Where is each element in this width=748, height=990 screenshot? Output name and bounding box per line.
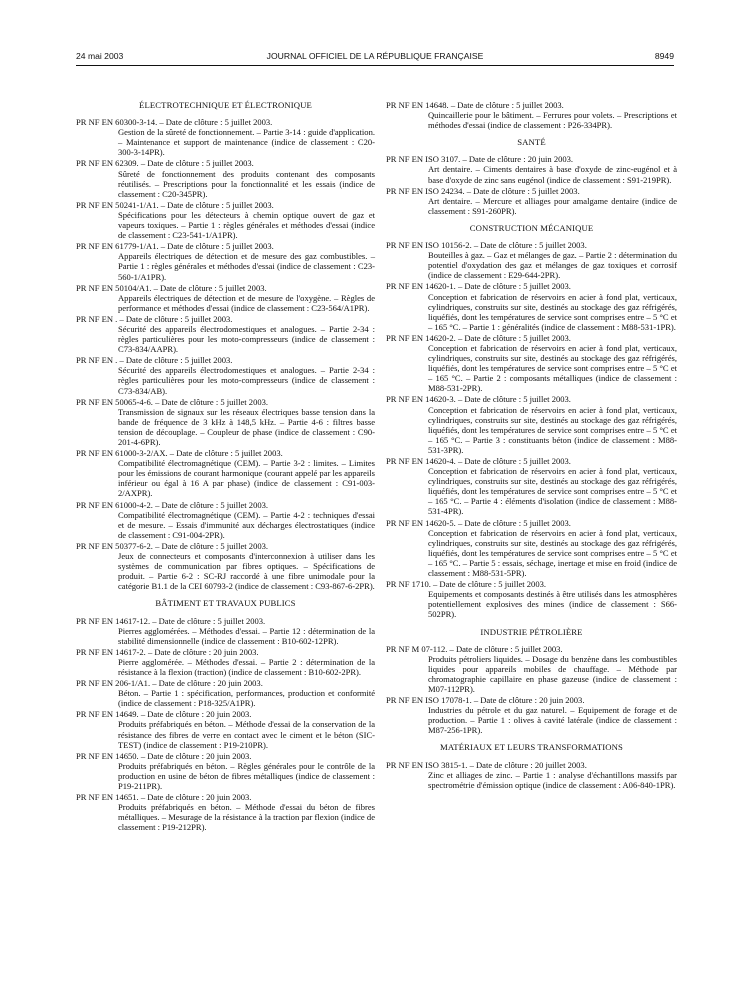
entry-description: Sécurité des appareils électrodomestiques et analogues. – Partie 2-34 : règles particulières pour les moto-compresseurs (indice de classement : C73-834/AB). bbox=[118, 365, 375, 396]
entry-description: Zinc et alliages de zinc. – Partie 1 : analyse d'échantillons massifs par spectrométrie d'émission optique (indice de classement : A06-840-1PR). bbox=[428, 769, 677, 790]
standard-entry bbox=[76, 158, 375, 198]
entry-description: Quincaillerie pour le bâtiment. – Ferrures pour volets. – Prescriptions et méthodes d'essai (indice de classement : P26-334PR). bbox=[428, 110, 677, 131]
entry-reference: PR NF EN 50377-6-2. – Date de clôture : 5 juillet 2003. bbox=[76, 540, 269, 551]
standard-entry bbox=[76, 200, 375, 240]
standard-entry bbox=[386, 760, 677, 790]
standard-entry bbox=[76, 448, 375, 498]
entry-description: Sûreté de fonctionnement des produits contenant des composants réutilisés. – Prescriptions pour la fonctionnalité et les essais (indice de classement : C20-345PR). bbox=[118, 168, 375, 199]
entry-reference: PR NF EN 14620-2. – Date de clôture : 5 juillet 2003. bbox=[386, 332, 571, 343]
standard-entry bbox=[386, 518, 677, 579]
entry-reference: PR NF EN 61779-1/A1. – Date de clôture : 5 juillet 2003. bbox=[76, 241, 274, 252]
entry-reference: PR NF EN ISO 10156-2. – Date de clôture : 5 juillet 2003. bbox=[386, 240, 587, 251]
entry-reference: PR NF EN ISO 3107. – Date de clôture : 20 juin 2003. bbox=[386, 154, 574, 165]
entry-description: Jeux de connecteurs et composants d'interconnexion à utiliser dans les systèmes de communication par fibres optiques. – Spécifications de produit. – Partie 6-2 : SC-RJ raccordé à une fibre unimodale pour la catégorie B1.1 de la CEI 60793-2 (indice de classement : C93-867-6-2PR). bbox=[118, 551, 375, 592]
entry-description: Produits préfabriqués en béton. – Méthode d'essai de la conservation de la résistance des fibres de verre en contact avec le ciment et le béton (SIC-TEST) (indice de classement : P19-210PR). bbox=[118, 719, 375, 750]
standard-entry bbox=[76, 541, 375, 591]
standard-entry bbox=[76, 283, 375, 313]
standard-entry bbox=[386, 456, 677, 517]
header-page-number: 8949 bbox=[654, 51, 674, 61]
standard-entry bbox=[76, 397, 375, 447]
entry-description: Equipements et composants destinés à être utilisés dans les atmosphères potentiellement explosives des mines (indice de classement : S66-502PR). bbox=[428, 589, 677, 620]
entry-description: Produits préfabriqués en béton. – Méthode d'essai du béton de fibres métalliques. – Mesurage de la résistance à la traction par flexion (indice de classement : P19-212PR). bbox=[118, 802, 375, 833]
entry-description: Art dentaire. – Ciments dentaires à base d'oxyde de zinc-eugénol et à base d'oxyde de zinc sans eugénol (indice de classement : S91-219PR). bbox=[428, 164, 677, 185]
entry-description: Spécifications pour les détecteurs à chemin optique ouvert de gaz et vapeurs toxiques. – Partie 1 : règles générales et méthodes d'essai (indice de classement : C23-541-1/A1PR). bbox=[118, 209, 375, 241]
entry-reference: PR NF EN 60300-3-14. – Date de clôture : 5 juillet 2003. bbox=[76, 117, 273, 128]
standard-entry bbox=[386, 154, 677, 184]
section-heading: INDUSTRIE PÉTROLIÈRE bbox=[480, 626, 583, 637]
entry-reference: PR NF EN 14620-1. – Date de clôture : 5 juillet 2003. bbox=[386, 281, 571, 292]
standard-entry bbox=[76, 616, 375, 646]
section-heading: ÉLECTROTECHNIQUE ET ÉLECTRONIQUE bbox=[139, 100, 312, 110]
header-journal-title: JOURNAL OFFICIEL DE LA RÉPUBLIQUE FRANÇAISE bbox=[266, 51, 484, 61]
entry-description: Conception et fabrication de réservoirs en acier à fond plat, verticaux, cylindriques, construits sur site, destinés au stockage des gaz réfrigérés, liquéfiés, dont les températures de service sont comprises entre – 5 °C et – 165 °C. – Partie 1 : généralités (indice de classement : M88-531-1PR). bbox=[428, 291, 677, 332]
entry-reference: PR NF EN . – Date de clôture : 5 juillet 2003. bbox=[76, 355, 233, 366]
right-column bbox=[386, 100, 677, 791]
entry-description: Conception et fabrication de réservoirs en acier à fond plat, verticaux, cylindriques, construits sur site, destinés au stockage des gaz réfrigérés, liquéfiés, dont les températures de service sont comprises entre – 5 °C et – 165 °C. – Partie 2 : composants métalliques (indice de classement : M88-531-2PR). bbox=[428, 342, 677, 394]
left-column bbox=[76, 100, 375, 833]
entry-description: Industries du pétrole et du gaz naturel. – Equipement de forage et de production. – Partie 1 : olives à cavité latérale (indice de classement : M87-256-1PR). bbox=[428, 705, 677, 736]
section-heading: CONSTRUCTION MÉCANIQUE bbox=[469, 222, 594, 233]
entry-description: Pierres agglomérées. – Méthodes d'essai. – Partie 12 : détermination de la stabilité dimensionnelle (indice de classement : B10-602-12PR). bbox=[118, 625, 375, 646]
entry-reference: PR NF EN 50104/A1. – Date de clôture : 5 juillet 2003. bbox=[76, 282, 267, 293]
standard-entry bbox=[76, 314, 375, 354]
section-heading: MATÉRIAUX ET LEURS TRANSFORMATIONS bbox=[440, 742, 623, 753]
entry-description: Appareils électriques de détection et de mesure de l'oxygène. – Règles de performance et méthodes d'essai (indice de classement : C23-564/A1PR). bbox=[118, 292, 375, 313]
entry-reference: PR NF EN ISO 3815-1. – Date de clôture : 20 juillet 2003. bbox=[386, 759, 587, 770]
entry-description: Gestion de la sûreté de fonctionnement. – Partie 3-14 : guide d'application. – Maintenance et support de maintenance (indice de classement : C20-300-3-14PR). bbox=[118, 127, 375, 158]
entry-reference: PR NF EN 50065-4-6. – Date de clôture : 5 juillet 2003. bbox=[76, 396, 269, 407]
entry-description: Transmission de signaux sur les réseaux électriques basse tension dans la bande de fréquence de 3 kHz à 148,5 kHz. – Partie 4-6 : filtres basse tension de découplage. – Coupleur de phase (indice de classement : C90-201-4-6PR). bbox=[118, 406, 375, 447]
standard-entry bbox=[386, 644, 677, 694]
entry-description: Appareils électriques de détection et de mesure des gaz combustibles. – Partie 1 : règles générales et méthodes d'essai (indice de classement : C23-560-1/A1PR). bbox=[118, 251, 375, 282]
entry-description: Produits préfabriqués en béton. – Règles générales pour le contrôle de la production en usine de béton de fibres métalliques (indice de classement : P19-211PR). bbox=[118, 760, 375, 791]
section-heading: BÂTIMENT ET TRAVAUX PUBLICS bbox=[155, 598, 296, 609]
standard-entry bbox=[386, 100, 677, 130]
entry-description: Art dentaire. – Mercure et alliages pour amalgame dentaire (indice de classement : S91-260PR). bbox=[428, 195, 677, 216]
standard-entry bbox=[386, 281, 677, 331]
standard-entry bbox=[386, 695, 677, 735]
entry-reference: PR NF EN 14620-4. – Date de clôture : 5 juillet 2003. bbox=[386, 456, 571, 466]
entry-description: Compatibilité électromagnétique (CEM). – Partie 4-2 : techniques d'essai et de mesure. – Essais d'immunité aux décharges électrostatiques (indice de classement : C91-004-2PR). bbox=[118, 509, 375, 540]
entry-reference: PR NF EN 61000-4-2. – Date de clôture : 5 juillet 2003. bbox=[76, 499, 269, 510]
entry-reference: PR NF EN 206-1/A1. – Date de clôture : 20 juin 2003. bbox=[76, 678, 263, 689]
standard-entry bbox=[76, 500, 375, 540]
entry-description: Compatibilité électromagnétique (CEM). – Partie 3-2 : limites. – Limites pour les émissions de courant harmonique (courant appelé par les appareils inférieur ou égal à 16 A par phase) (indice de classement : C91-003-2/AXPR). bbox=[118, 458, 375, 499]
entry-reference: PR NF EN ISO 17078-1. – Date de clôture : 20 juin 2003. bbox=[386, 695, 585, 706]
entry-reference: PR NF EN 14648. – Date de clôture : 5 juillet 2003. bbox=[386, 100, 564, 110]
entry-reference: PR NF EN 14617-2. – Date de clôture : 20 juin 2003. bbox=[76, 646, 259, 657]
entry-reference: PR NF 1710. – Date de clôture : 5 juillet 2003. bbox=[386, 579, 546, 590]
header-date: 24 mai 2003 bbox=[76, 51, 124, 61]
entry-reference: PR NF EN ISO 24234. – Date de clôture : 5 juillet 2003. bbox=[386, 185, 580, 196]
entry-description: Sécurité des appareils électrodomestiques et analogues. – Partie 2-34 : règles particulières pour les moto-compresseurs (indice de classement : C73-834/AAPR). bbox=[118, 323, 375, 355]
entry-reference: PR NF EN 62309. – Date de clôture : 5 juillet 2003. bbox=[76, 158, 254, 169]
entry-reference: PR NF EN 14617-12. – Date de clôture : 5 juillet 2003. bbox=[76, 615, 266, 626]
page-header bbox=[76, 51, 674, 65]
entry-description: Produits pétroliers liquides. – Dosage du benzène dans les combustibles liquides pour appareils mobiles de chauffage. – Méthode par chromatographie capillaire en phase gazeuse (indice de classement : M07-112PR). bbox=[428, 653, 677, 694]
entry-description: Pierre agglomérée. – Méthodes d'essai. – Partie 2 : détermination de la résistance à la flexion (traction) (indice de classement : B10-602-2PR). bbox=[118, 656, 375, 677]
standard-entry bbox=[386, 240, 677, 280]
entry-description: Béton. – Partie 1 : spécification, performances, production et conformité (indice de classement : P18-325/A1PR). bbox=[118, 688, 375, 709]
standard-entry bbox=[386, 186, 677, 216]
standard-entry bbox=[76, 792, 375, 832]
standard-entry bbox=[386, 394, 677, 455]
standard-entry bbox=[76, 117, 375, 157]
entry-reference: PR NF EN 14620-3. – Date de clôture : 5 juillet 2003. bbox=[386, 394, 571, 405]
entry-description: Conception et fabrication de réservoirs en acier à fond plat, verticaux, cylindriques, construits sur site, destinés au stockage des gaz réfrigérés, liquéfiés, dont les températures de service sont comprises entre – 5 °C et – 165 °C. – Partie 5 : essais, séchage, inertage et mise en froid (indice de classement : M88-531-5PR). bbox=[428, 527, 677, 579]
standard-entry bbox=[76, 709, 375, 749]
entry-description: Conception et fabrication de réservoirs en acier à fond plat, verticaux, cylindriques, construits sur site, destinés au stockage des gaz réfrigérés, liquéfiés, dont les températures de service sont comprises entre – 5 °C et – 165 °C. – Partie 3 : constituants béton (indice de classement : M88-531-3PR). bbox=[428, 404, 677, 455]
entry-reference: PR NF M 07-112. – Date de clôture : 5 juillet 2003. bbox=[386, 643, 563, 654]
header-rule bbox=[76, 65, 674, 66]
entry-description: Bouteilles à gaz. – Gaz et mélanges de gaz. – Partie 2 : détermination du potentiel d'oxydation des gaz et mélanges de gaz toxiques et corrosif (indice de classement : E29-644-2PR). bbox=[428, 250, 677, 281]
entry-reference: PR NF EN 61000-3-2/AX. – Date de clôture : 5 juillet 2003. bbox=[76, 448, 283, 459]
standard-entry bbox=[76, 678, 375, 708]
standard-entry bbox=[386, 579, 677, 619]
standard-entry bbox=[76, 647, 375, 677]
standard-entry bbox=[76, 751, 375, 791]
standard-entry bbox=[386, 333, 677, 394]
entry-description: Conception et fabrication de réservoirs en acier à fond plat, verticaux, cylindriques, construits sur site, destinés au stockage des gaz réfrigérés, liquéfiés, dont les températures de service sont comprises entre – 5 °C et – 165 °C. – Partie 4 : éléments d'isolation (indice de classement : M88-531-4PR). bbox=[428, 466, 677, 517]
entry-reference: PR NF EN 14650. – Date de clôture : 20 juin 2003. bbox=[76, 750, 252, 761]
section-heading: SANTÉ bbox=[517, 137, 546, 148]
standard-entry bbox=[76, 355, 375, 395]
entry-reference: PR NF EN 50241-1/A1. – Date de clôture : 5 juillet 2003. bbox=[76, 199, 274, 210]
standard-entry bbox=[76, 241, 375, 281]
entry-reference: PR NF EN 14620-5. – Date de clôture : 5 juillet 2003. bbox=[386, 517, 571, 528]
entry-reference: PR NF EN 14651. – Date de clôture : 20 juin 2003. bbox=[76, 792, 252, 803]
entry-reference: PR NF EN . – Date de clôture : 5 juillet 2003. bbox=[76, 313, 233, 324]
entry-reference: PR NF EN 14649. – Date de clôture : 20 juin 2003. bbox=[76, 709, 252, 720]
